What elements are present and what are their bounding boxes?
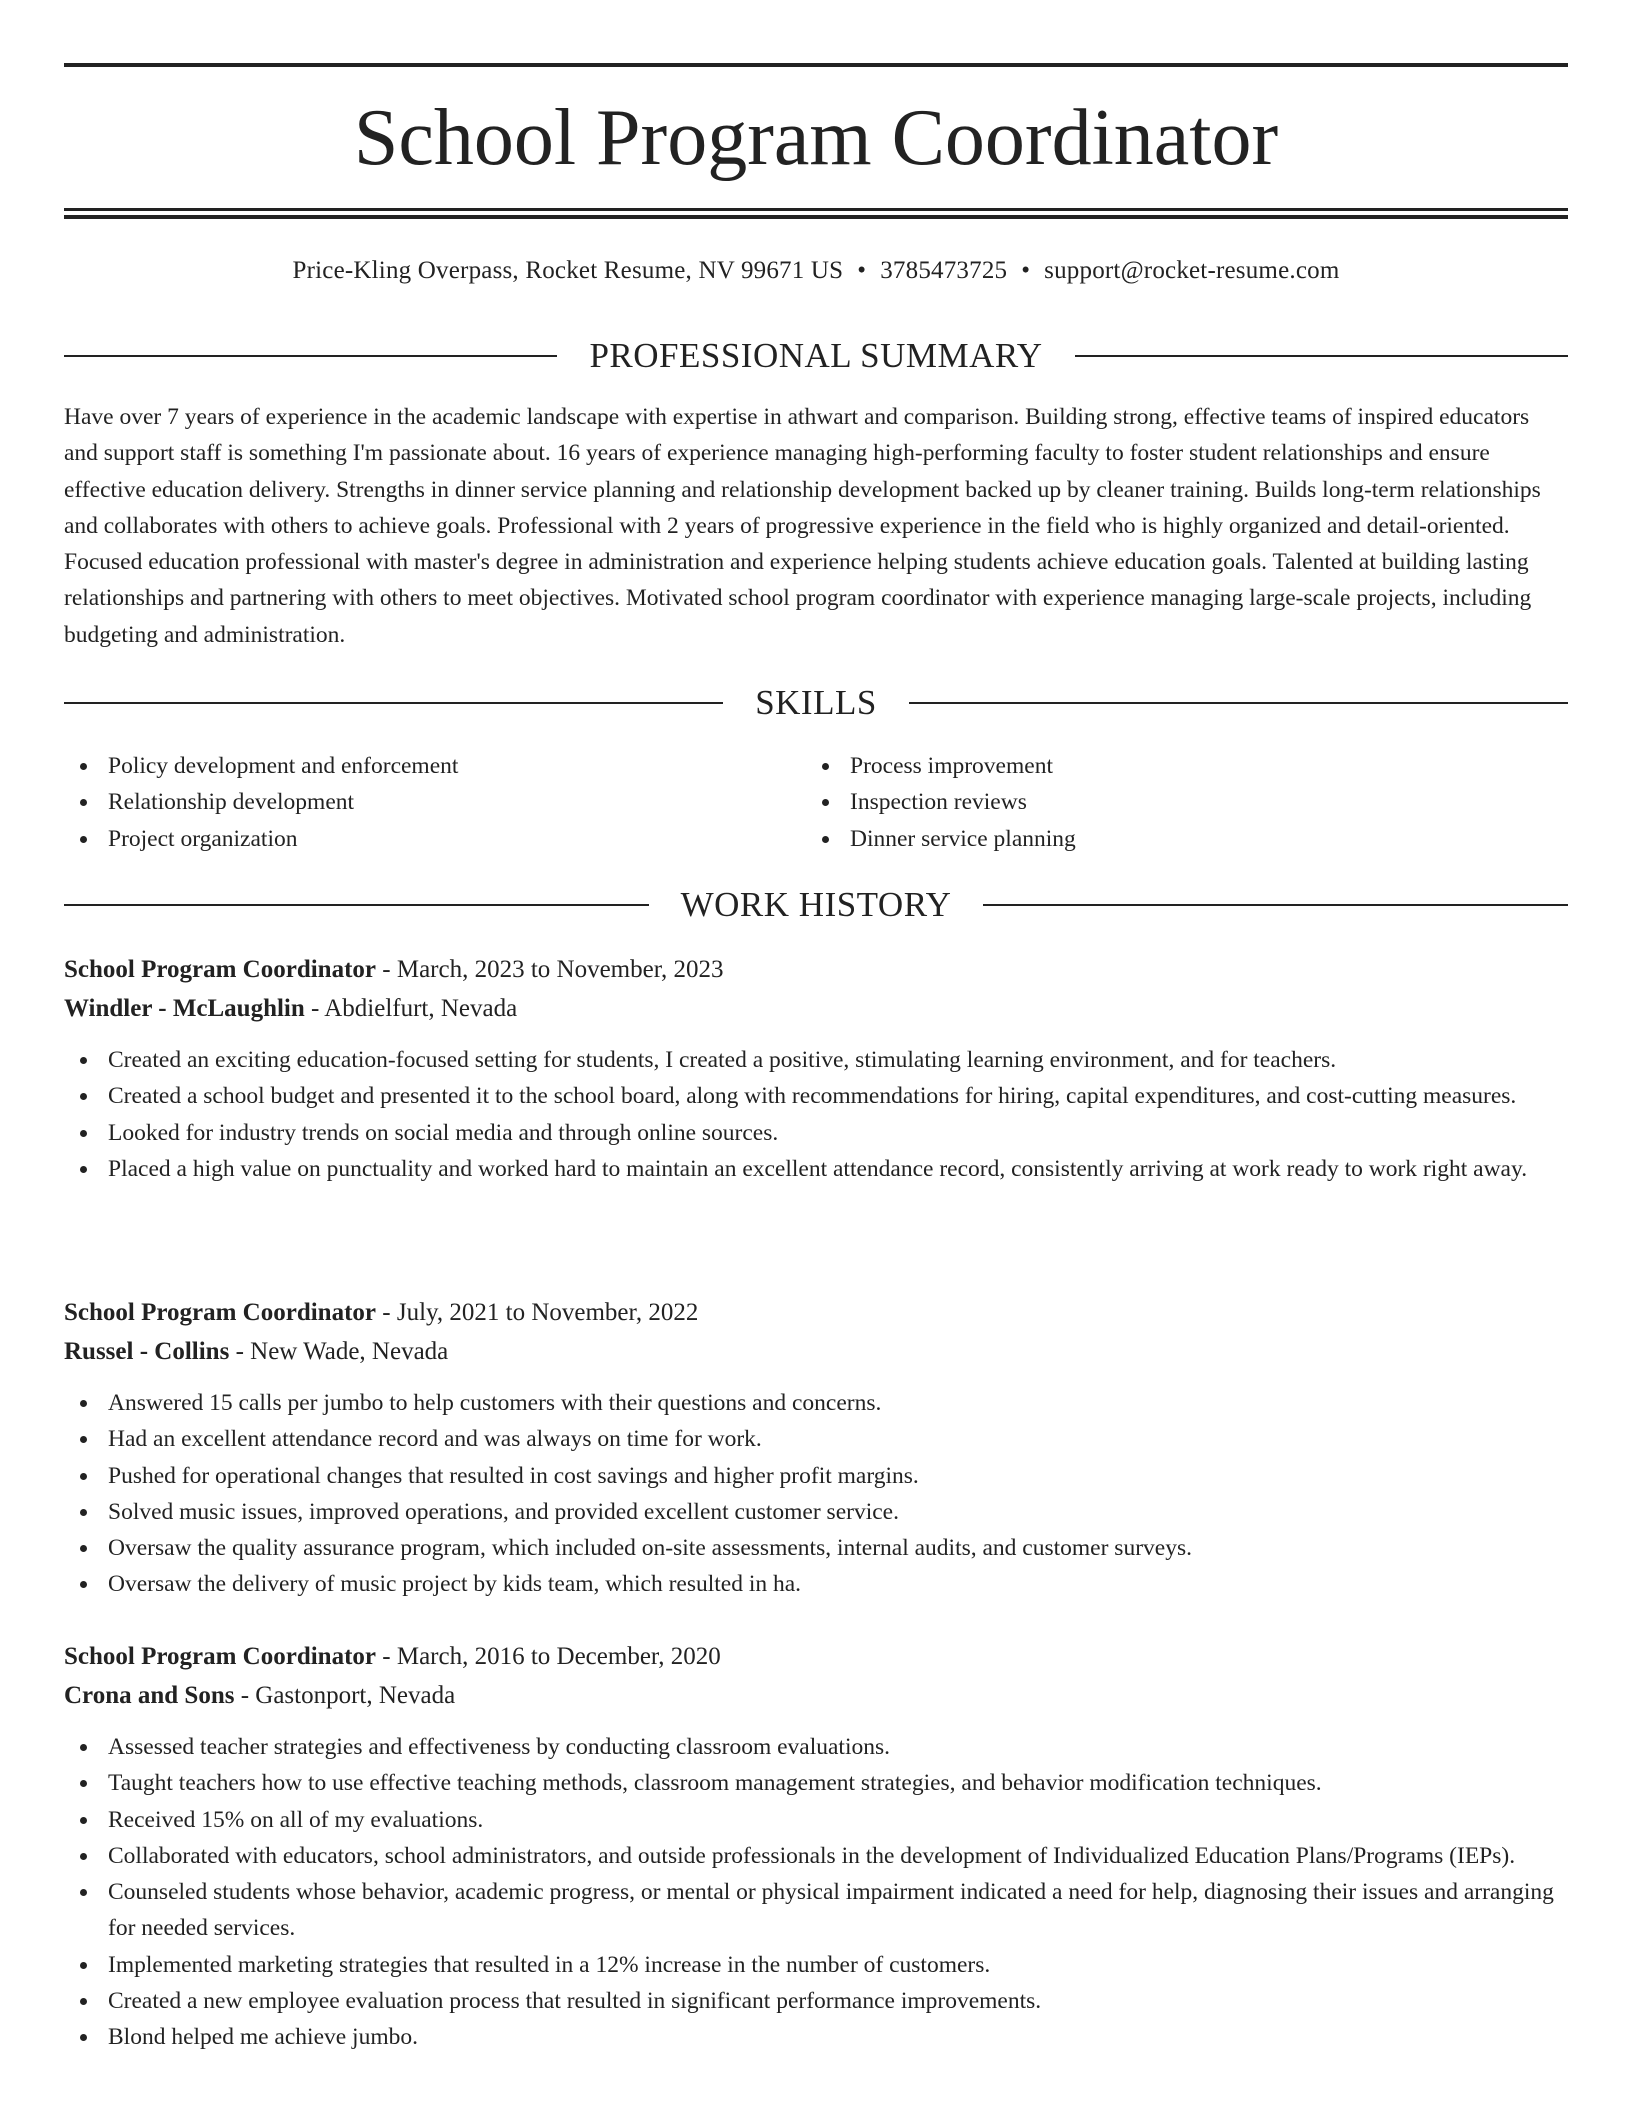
job-bullet: Blond helped me achieve jumbo. <box>64 2019 1568 2055</box>
job-bullet: Created a school budget and presented it to the school board, along with recommendations for hiring, capital expenditures, and cost-cutting measures. <box>64 1078 1568 1114</box>
job-bullet: Received 15% on all of my evaluations. <box>64 1802 1568 1838</box>
skill-item: Dinner service planning <box>806 821 1548 857</box>
job-company-line <box>64 989 1568 1028</box>
heading-rule-left <box>64 702 723 704</box>
job-company-line <box>64 1676 1568 1715</box>
heading-rule-left <box>64 355 557 357</box>
job-company: Crona and Sons <box>64 1682 235 1709</box>
job-dates: - March, 2023 to November, 2023 <box>376 956 724 983</box>
job-dates: - March, 2016 to December, 2020 <box>376 1643 721 1670</box>
job-bullets <box>64 1729 1568 2056</box>
job-company: Russel - Collins <box>64 1338 230 1365</box>
contact-separator: • <box>857 257 867 284</box>
contact-line <box>64 254 1568 288</box>
job-company: Windler - McLaughlin <box>64 995 305 1022</box>
skill-item: Inspection reviews <box>806 784 1548 820</box>
job-bullet: Pushed for operational changes that resulted in cost savings and higher profit margins. <box>64 1458 1568 1494</box>
job-bullet: Counseled students whose behavior, academic progress, or mental or physical impairment indicated a need for help, diagnosing their issues and arranging for needed services. <box>64 1874 1568 1947</box>
skills-column-left <box>64 748 806 857</box>
heading-rule-right <box>909 702 1568 704</box>
job-title-line <box>64 1637 1568 1676</box>
job-bullet: Taught teachers how to use effective teaching methods, classroom management strategies, and behavior modification techniques. <box>64 1765 1568 1801</box>
job-bullet: Had an excellent attendance record and was always on time for work. <box>64 1421 1568 1457</box>
job-company-line <box>64 1332 1568 1371</box>
job-dates: - July, 2021 to November, 2022 <box>376 1299 699 1326</box>
job-bullet: Placed a high value on punctuality and worked hard to maintain an excellent attendance record, consistently arriving at work ready to work right away. <box>64 1151 1568 1187</box>
heading-rule-right <box>983 904 1568 906</box>
job-bullets <box>64 1042 1568 1187</box>
job-bullet: Implemented marketing strategies that resulted in a 12% increase in the number of customers. <box>64 1947 1568 1983</box>
job-bullet: Looked for industry trends on social media and through online sources. <box>64 1115 1568 1151</box>
heading-rule-left <box>64 904 649 906</box>
job-location: - Gastonport, Nevada <box>234 1682 456 1709</box>
section-heading-summary <box>64 334 1568 378</box>
job-bullet: Answered 15 calls per jumbo to help customers with their questions and concerns. <box>64 1385 1568 1421</box>
job-location: - Abdielfurt, Nevada <box>304 995 518 1022</box>
job-title: School Program Coordinator <box>64 1299 377 1326</box>
skill-item: Process improvement <box>806 748 1548 784</box>
work-entry <box>64 1637 1568 2056</box>
job-bullet: Created a new employee evaluation process that resulted in significant performance improvements. <box>64 1983 1568 2019</box>
job-location: - New Wade, Nevada <box>229 1338 449 1365</box>
professional-summary: Have over 7 years of experience in the academic landscape with expertise in athwart and comparison. Building strong, effective teams of inspired educators and support staff is something I'm passionate about. 16 years of experience managing high-performing faculty to foster student relationships and ensure effective education delivery. Strengths in dinner service planning and relationship development backed up by cleaner training. Builds long-term relationships and collaborates with others to achieve goals. Professional with 2 years of progressive experience in the field who is highly organized and detail-oriented. Focused education professional with master's degree in administration and experience helping students achieve education goals. Talented at building lasting relationships and partnering with others to meet objectives. Motivated school program coordinator with experience managing large-scale projects, including budgeting and administration. <box>64 404 1541 648</box>
skills-list <box>64 748 1568 857</box>
job-bullet: Created an exciting education-focused setting for students, I created a positive, stimulating learning environment, and for teachers. <box>64 1042 1568 1078</box>
job-bullet: Collaborated with educators, school administrators, and outside professionals in the development of Individualized Education Plans/Programs (IEPs). <box>64 1838 1568 1874</box>
work-entry <box>64 950 1568 1187</box>
heading-rule-right <box>1075 355 1568 357</box>
work-entry <box>64 1293 1568 1603</box>
job-title: School Program Coordinator <box>64 956 377 983</box>
job-bullet: Solved music issues, improved operations, and provided excellent customer service. <box>64 1494 1568 1530</box>
contact-phone: 3785473725 <box>880 257 1008 284</box>
skill-item: Relationship development <box>64 784 806 820</box>
section-heading-label: WORK HISTORY <box>680 885 952 924</box>
section-heading-work-history <box>64 883 1568 927</box>
section-heading-skills <box>64 681 1568 725</box>
contact-address: Price-Kling Overpass, Rocket Resume, NV 99671 US <box>292 257 844 284</box>
job-title: School Program Coordinator <box>64 1643 377 1670</box>
title-double-rule <box>64 208 1568 219</box>
skill-item: Policy development and enforcement <box>64 748 806 784</box>
section-heading-label: SKILLS <box>755 683 877 722</box>
skills-column-right <box>806 748 1548 857</box>
top-rule <box>64 63 1568 67</box>
job-bullet: Oversaw the quality assurance program, which included on-site assessments, internal audits, and customer surveys. <box>64 1530 1568 1566</box>
job-title-line <box>64 950 1568 989</box>
job-bullet: Oversaw the delivery of music project by kids team, which resulted in ha. <box>64 1566 1568 1602</box>
job-title-line <box>64 1293 1568 1332</box>
job-bullets <box>64 1385 1568 1603</box>
job-bullet: Assessed teacher strategies and effectiveness by conducting classroom evaluations. <box>64 1729 1568 1765</box>
contact-email: support@rocket-resume.com <box>1044 257 1340 284</box>
section-heading-label: PROFESSIONAL SUMMARY <box>589 336 1043 375</box>
contact-separator: • <box>1021 257 1031 284</box>
skill-item: Project organization <box>64 821 806 857</box>
page-title: School Program Coordinator <box>353 94 1279 182</box>
